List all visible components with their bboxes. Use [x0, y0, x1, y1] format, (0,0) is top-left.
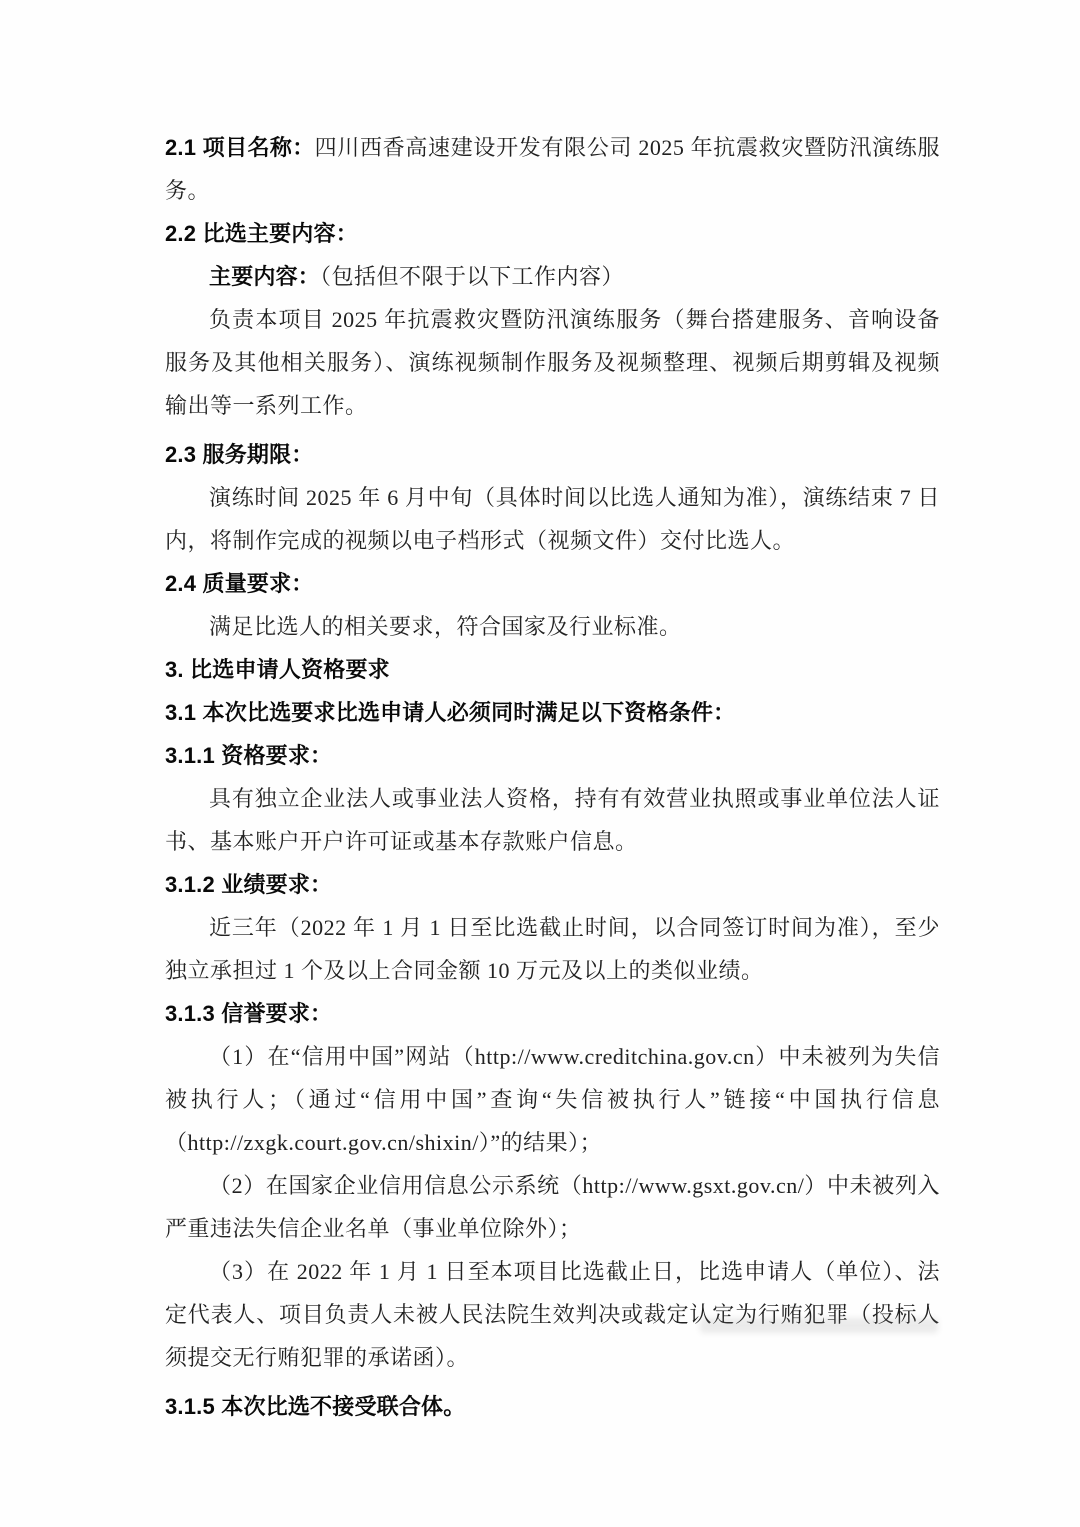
- para-qualification: [165, 777, 940, 863]
- heading-2-2: [165, 212, 940, 255]
- heading-2-4: [165, 562, 940, 605]
- heading-3-1-3-label: 3.1.3 信誉要求：: [165, 1001, 333, 1026]
- paragraph-text: 满足比选人的相关要求，符合国家及行业标准。: [209, 614, 682, 639]
- heading-2-3-label: 2.3 服务期限：: [165, 442, 314, 467]
- heading-3-1-label: 3.1 本次比选要求比选申请人必须同时满足以下资格条件：: [165, 700, 736, 725]
- para-credit-item-3: [165, 1250, 940, 1379]
- para-project-name: [165, 126, 940, 212]
- heading-3-1-3: [165, 992, 940, 1035]
- heading-3-1-2-label: 3.1.2 业绩要求：: [165, 872, 333, 897]
- paragraph-text: （1）在“信用中国”网站（http://www.creditchina.gov.cn）中未被列为失信被执行人；（通过“信用中国”查询“失信被执行人”链接“中国执行信息（http://zxgk.court.gov.cn/shixin/）”的结果）；: [165, 1044, 940, 1155]
- heading-3-1-2: [165, 863, 940, 906]
- heading-3-label: 3. 比选申请人资格要求: [165, 657, 390, 682]
- paragraph-text: 演练时间 2025 年 6 月中旬（具体时间以比选人通知为准），演练结束 7 日内，将制作完成的视频以电子档形式（视频文件）交付比选人。: [165, 485, 940, 553]
- heading-2-4-label: 2.4 质量要求：: [165, 571, 314, 596]
- heading-3-1-1: [165, 734, 940, 777]
- document-page: [165, 126, 940, 1428]
- bleed-through-artifact: [700, 1318, 938, 1333]
- paragraph-text: 负责本项目 2025 年抗震救灾暨防汛演练服务（舞台搭建服务、音响设备服务及其他相关服务）、演练视频制作服务及视频整理、视频后期剪辑及视频输出等一系列工作。: [165, 307, 940, 418]
- para-service-period: [165, 476, 940, 562]
- heading-2-2-label: 2.2 比选主要内容：: [165, 221, 358, 246]
- paragraph-text: （3）在 2022 年 1 月 1 日至本项目比选截止日，比选申请人（单位）、法定代表人、项目负责人未被人民法院生效判决或裁定认定为行贿犯罪（投标人须提交无行贿犯罪的承诺函）。: [165, 1259, 940, 1370]
- para-scope-of-work: [165, 298, 940, 427]
- paragraph-text: （2）在国家企业信用信息公示系统（http://www.gsxt.gov.cn/）中未被列入严重违法失信企业名单（事业单位除外）；: [165, 1173, 940, 1241]
- para-quality-requirement: [165, 605, 940, 648]
- heading-3: [165, 648, 940, 691]
- heading-2-1: 2.1 项目名称：: [165, 135, 315, 160]
- paragraph-text: 具有独立企业法人或事业法人资格，持有有效营业执照或事业单位法人证书、基本账户开户许可证或基本存款账户信息。: [165, 786, 940, 854]
- heading-3-1: [165, 691, 940, 734]
- para-credit-item-2: [165, 1164, 940, 1250]
- para-credit-item-1: [165, 1035, 940, 1164]
- para-main-content: [165, 255, 940, 298]
- para-performance: [165, 906, 940, 992]
- heading-3-1-1-label: 3.1.1 资格要求：: [165, 743, 333, 768]
- paragraph-text: 四川西香高速建设开发有限公司 2025 年抗震救灾暨防汛演练服务。: [165, 135, 940, 203]
- heading-3-1-5: [165, 1385, 940, 1428]
- heading-3-1-5-label: 3.1.5 本次比选不接受联合体。: [165, 1394, 466, 1419]
- main-content-label: 主要内容：: [209, 264, 321, 289]
- paragraph-text: （包括但不限于以下工作内容）: [320, 264, 625, 289]
- heading-2-3: [165, 433, 940, 476]
- paragraph-text: 近三年（2022 年 1 月 1 日至比选截止时间，以合同签订时间为准），至少独立承担过 1 个及以上合同金额 10 万元及以上的类似业绩。: [165, 915, 940, 983]
